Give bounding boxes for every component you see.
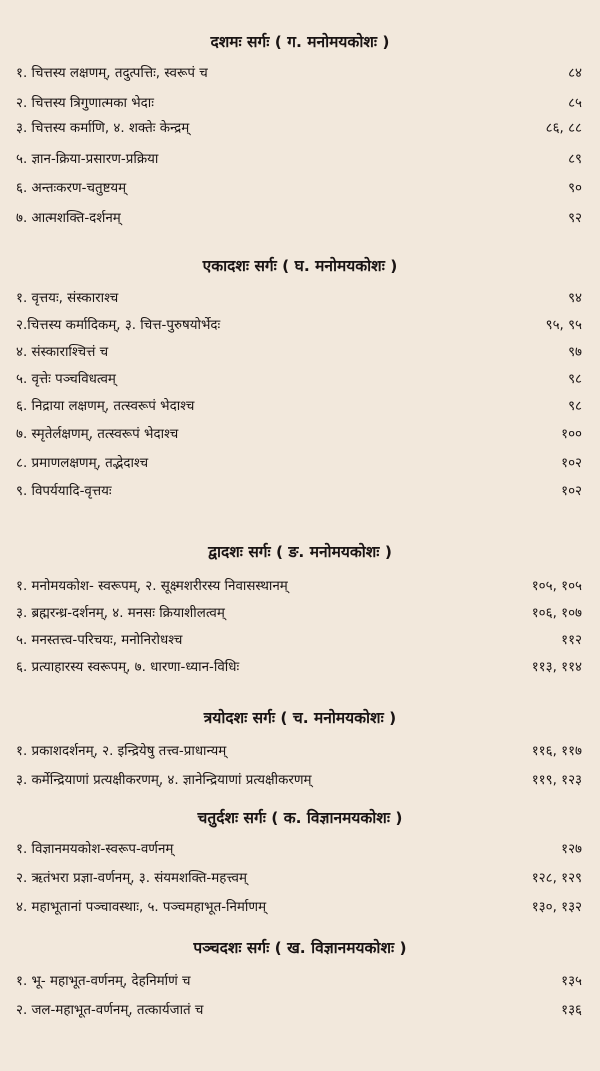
entry-title: १. मनोमयकोश- स्वरूपम्, २. सूक्ष्मशरीरस्य निवासस्थानम् bbox=[16, 579, 288, 594]
toc-entry bbox=[16, 287, 582, 311]
section-heading: पञ्चदशः सर्गः ( ख. विज्ञानमयकोशः ) bbox=[193, 939, 407, 957]
entry-page-number: १०२ bbox=[561, 484, 582, 499]
toc-entry bbox=[16, 148, 582, 172]
entry-page-number: ९४ bbox=[568, 291, 582, 306]
entry-title: ७. स्मृतेर्लक्षणम्, तत्स्वरूपं भेदाश्च bbox=[16, 427, 179, 442]
toc-entry bbox=[16, 867, 582, 891]
toc-entry bbox=[16, 838, 582, 862]
entry-title: २.चित्तस्य कर्मादिकम्, ३. चित्त-पुरुषयोर्भेदः bbox=[16, 318, 221, 333]
toc-entry bbox=[16, 452, 582, 476]
toc-entry bbox=[16, 740, 582, 764]
entry-title: १. भू- महाभूत-वर्णनम्, देहनिर्माणं च bbox=[16, 974, 191, 989]
section-heading: चतुर्दशः सर्गः ( क. विज्ञानमयकोशः ) bbox=[197, 809, 403, 827]
entry-title: २. चित्तस्य त्रिगुणात्मका भेदाः bbox=[16, 96, 154, 111]
toc-entry bbox=[16, 314, 582, 338]
entry-title: ५. वृत्तेः पञ्चविधत्वम् bbox=[16, 372, 116, 387]
section-heading: एकादशः सर्गः ( घ. मनोमयकोशः ) bbox=[202, 257, 398, 275]
toc-entry bbox=[16, 423, 582, 447]
entry-title: १. विज्ञानमयकोश-स्वरूप-वर्णनम् bbox=[16, 842, 174, 857]
entry-page-number: ११३, ११४ bbox=[531, 660, 582, 675]
entry-page-number: १२८, १२९ bbox=[531, 871, 582, 886]
entry-page-number: ८५ bbox=[568, 96, 582, 111]
toc-entry bbox=[16, 602, 582, 626]
entry-title: ९. विपर्ययादि-वृत्तयः bbox=[16, 484, 112, 499]
entry-title: ६. अन्तःकरण-चतुष्टयम् bbox=[16, 181, 127, 196]
entry-page-number: ९० bbox=[568, 181, 582, 196]
entry-page-number: ९२ bbox=[568, 211, 582, 226]
entry-title: २. ऋतंभरा प्रज्ञा-वर्णनम्, ३. संयमशक्ति-महत्त्वम् bbox=[16, 871, 247, 886]
entry-title: ७. आत्मशक्ति-दर्शनम् bbox=[16, 211, 121, 226]
entry-title: ४. संस्काराश्चित्तं च bbox=[16, 345, 109, 360]
entry-page-number: ११२ bbox=[561, 633, 582, 648]
entry-page-number: ८६, ८८ bbox=[545, 121, 582, 136]
toc-entry bbox=[16, 480, 582, 504]
entry-title: ६. निद्राया लक्षणम्, तत्स्वरूपं भेदाश्च bbox=[16, 399, 195, 414]
entry-title: ५. मनस्तत्त्व-परिचयः, मनोनिरोधश्च bbox=[16, 633, 183, 648]
toc-entry bbox=[16, 62, 582, 86]
entry-page-number: ११९, १२३ bbox=[531, 773, 582, 788]
entry-page-number: १०२ bbox=[561, 456, 582, 471]
toc-entry bbox=[16, 117, 582, 141]
toc-entry bbox=[16, 999, 582, 1023]
entry-title: २. जल-महाभूत-वर्णनम्, तत्कार्यजातं च bbox=[16, 1003, 204, 1018]
entry-page-number: १३०, १३२ bbox=[531, 900, 582, 915]
entry-title: ५. ज्ञान-क्रिया-प्रसारण-प्रक्रिया bbox=[16, 152, 159, 167]
entry-title: ३. ब्रह्मरन्ध्र-दर्शनम्, ४. मनसः क्रियाशीलत्वम् bbox=[16, 606, 225, 621]
toc-entry bbox=[16, 368, 582, 392]
entry-title: ३. चित्तस्य कर्माणि, ४. शक्तेः केन्द्रम् bbox=[16, 121, 190, 136]
entry-page-number: १३६ bbox=[561, 1003, 582, 1018]
entry-page-number: १३५ bbox=[561, 974, 582, 989]
toc-entry bbox=[16, 896, 582, 920]
toc-entry bbox=[16, 629, 582, 653]
entry-title: ८. प्रमाणलक्षणम्, तद्भेदाश्च bbox=[16, 456, 149, 471]
entry-page-number: १०६, १०७ bbox=[531, 606, 582, 621]
toc-entry bbox=[16, 207, 582, 231]
entry-title: १. प्रकाशदर्शनम्, २. इन्द्रियेषु तत्त्व-प्राधान्यम् bbox=[16, 744, 227, 759]
toc-entry bbox=[16, 177, 582, 201]
toc-entry bbox=[16, 656, 582, 680]
entry-page-number: ९५, ९५ bbox=[545, 318, 582, 333]
entry-title: १. चित्तस्य लक्षणम्, तदुत्पत्तिः, स्वरूपं च bbox=[16, 66, 208, 81]
entry-page-number: ९७ bbox=[568, 345, 582, 360]
entry-page-number: १०५, १०५ bbox=[531, 579, 582, 594]
entry-page-number: ९८ bbox=[568, 372, 582, 387]
entry-page-number: ८९ bbox=[568, 152, 582, 167]
entry-page-number: ९८ bbox=[568, 399, 582, 414]
entry-page-number: १२७ bbox=[561, 842, 582, 857]
toc-entry bbox=[16, 395, 582, 419]
toc-entry bbox=[16, 341, 582, 365]
toc-entry bbox=[16, 575, 582, 599]
entry-page-number: ८४ bbox=[568, 66, 582, 81]
entry-title: ६. प्रत्याहारस्य स्वरूपम्, ७. धारणा-ध्यान-विधिः bbox=[16, 660, 240, 675]
entry-page-number: ११६, ११७ bbox=[531, 744, 582, 759]
toc-entry bbox=[16, 92, 582, 116]
section-heading: दशमः सर्गः ( ग. मनोमयकोशः ) bbox=[210, 33, 390, 51]
entry-title: १. वृत्तयः, संस्काराश्च bbox=[16, 291, 119, 306]
toc-entry bbox=[16, 970, 582, 994]
entry-page-number: १०० bbox=[561, 427, 582, 442]
entry-title: ४. महाभूतानां पञ्चावस्थाः, ५. पञ्चमहाभूत-निर्माणम् bbox=[16, 900, 267, 915]
toc-entry bbox=[16, 769, 582, 793]
section-heading: द्वादशः सर्गः ( ङ. मनोमयकोशः ) bbox=[208, 543, 392, 561]
section-heading: त्रयोदशः सर्गः ( च. मनोमयकोशः ) bbox=[203, 709, 397, 727]
entry-title: ३. कर्मेन्द्रियाणां प्रत्यक्षीकरणम्, ४. ज्ञानेन्द्रियाणां प्रत्यक्षीकरणम् bbox=[16, 773, 312, 788]
